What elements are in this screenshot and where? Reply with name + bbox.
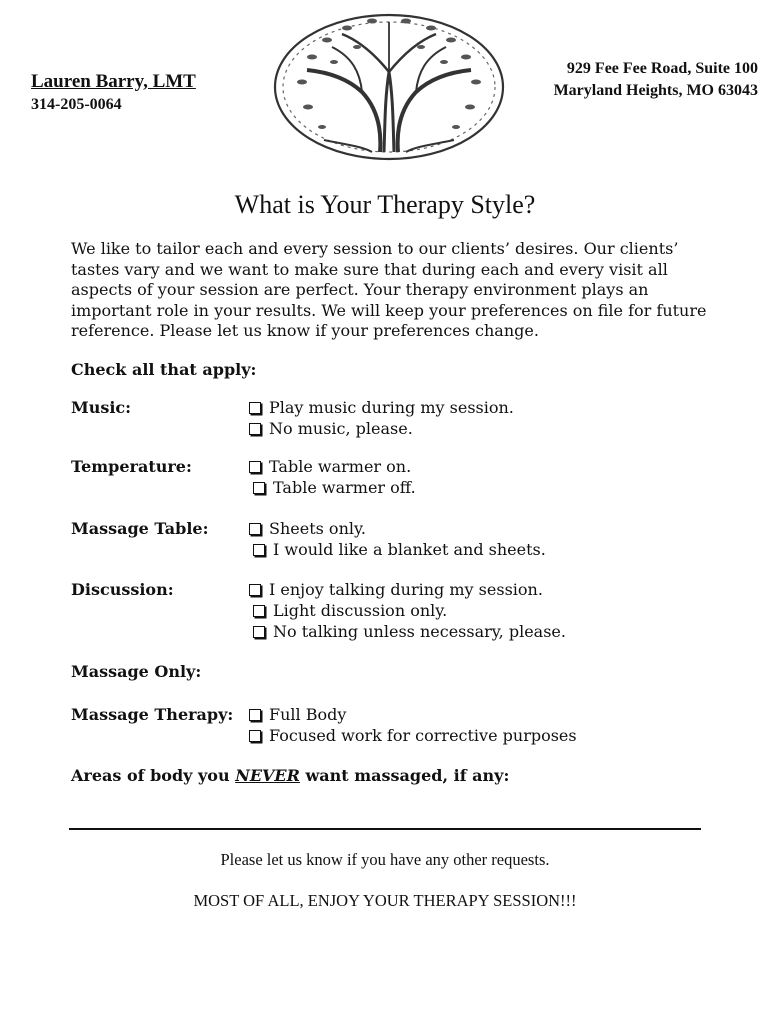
answer-line[interactable]: [69, 828, 701, 830]
music-options: [249, 397, 514, 439]
check-all-heading: Check all that apply:: [71, 360, 257, 379]
discussion-option-talking[interactable]: I enjoy talking during my session.: [249, 579, 566, 600]
therapy-option-focused[interactable]: Focused work for corrective purposes: [249, 725, 577, 746]
massage-table-options: [249, 518, 546, 560]
checkbox-icon[interactable]: [249, 461, 261, 473]
checkbox-icon[interactable]: [249, 709, 261, 721]
temperature-label: Temperature:: [71, 457, 192, 476]
discussion-options: [249, 579, 566, 642]
massage-therapy-options: [249, 704, 577, 746]
discussion-option-none[interactable]: No talking unless necessary, please.: [253, 621, 566, 642]
page-title: What is Your Therapy Style?: [234, 190, 536, 219]
other-requests-text: Please let us know if you have any other requests.: [220, 850, 550, 869]
temperature-option-on[interactable]: Table warmer on.: [249, 456, 416, 477]
table-option-sheets[interactable]: Sheets only.: [249, 518, 546, 539]
address-line-1: 929 Fee Fee Road, Suite 100: [566, 60, 758, 77]
areas-never-massaged: Areas of body you NEVER want massaged, if any:: [71, 766, 510, 785]
checkbox-icon[interactable]: [249, 584, 261, 596]
checkbox-icon[interactable]: [253, 544, 265, 556]
intro-paragraph: We like to tailor each and every session to our clients’ desires. Our clients’ tastes vary and we want to make sure that during each and every visit all aspects of your session are perfect. Your therapy environment plays an important role in your results. We will keep your preferences on file for future reference. Please let us know if your preferences change.: [71, 239, 707, 341]
phone-number: 314-205-0064: [31, 96, 122, 113]
checkbox-icon[interactable]: [253, 605, 265, 617]
therapy-option-full-body[interactable]: Full Body: [249, 704, 577, 725]
tree-of-life-icon: [272, 12, 506, 162]
checkbox-icon[interactable]: [253, 626, 265, 638]
table-option-blanket[interactable]: I would like a blanket and sheets.: [253, 539, 546, 560]
temperature-options: [249, 456, 416, 498]
checkbox-icon[interactable]: [249, 423, 261, 435]
music-option-play[interactable]: Play music during my session.: [249, 397, 514, 418]
checkbox-icon[interactable]: [249, 523, 261, 535]
never-emphasis: NEVER: [235, 766, 300, 785]
massage-only-label: Massage Only:: [71, 662, 202, 681]
massage-therapy-label: Massage Therapy:: [71, 705, 234, 724]
discussion-label: Discussion:: [71, 580, 174, 599]
address-line-2: Maryland Heights, MO 63043: [553, 82, 758, 99]
checkbox-icon[interactable]: [249, 730, 261, 742]
music-label: Music:: [71, 398, 132, 417]
discussion-option-light[interactable]: Light discussion only.: [253, 600, 566, 621]
checkbox-icon[interactable]: [249, 402, 261, 414]
checkbox-icon[interactable]: [253, 482, 265, 494]
provider-name: Lauren Barry, LMT: [31, 71, 196, 92]
music-option-none[interactable]: No music, please.: [249, 418, 514, 439]
address: [554, 58, 758, 102]
massage-table-label: Massage Table:: [71, 519, 209, 538]
temperature-option-off[interactable]: Table warmer off.: [253, 477, 416, 498]
enjoy-session-text: MOST OF ALL, ENJOY YOUR THERAPY SESSION!!!: [193, 891, 577, 910]
